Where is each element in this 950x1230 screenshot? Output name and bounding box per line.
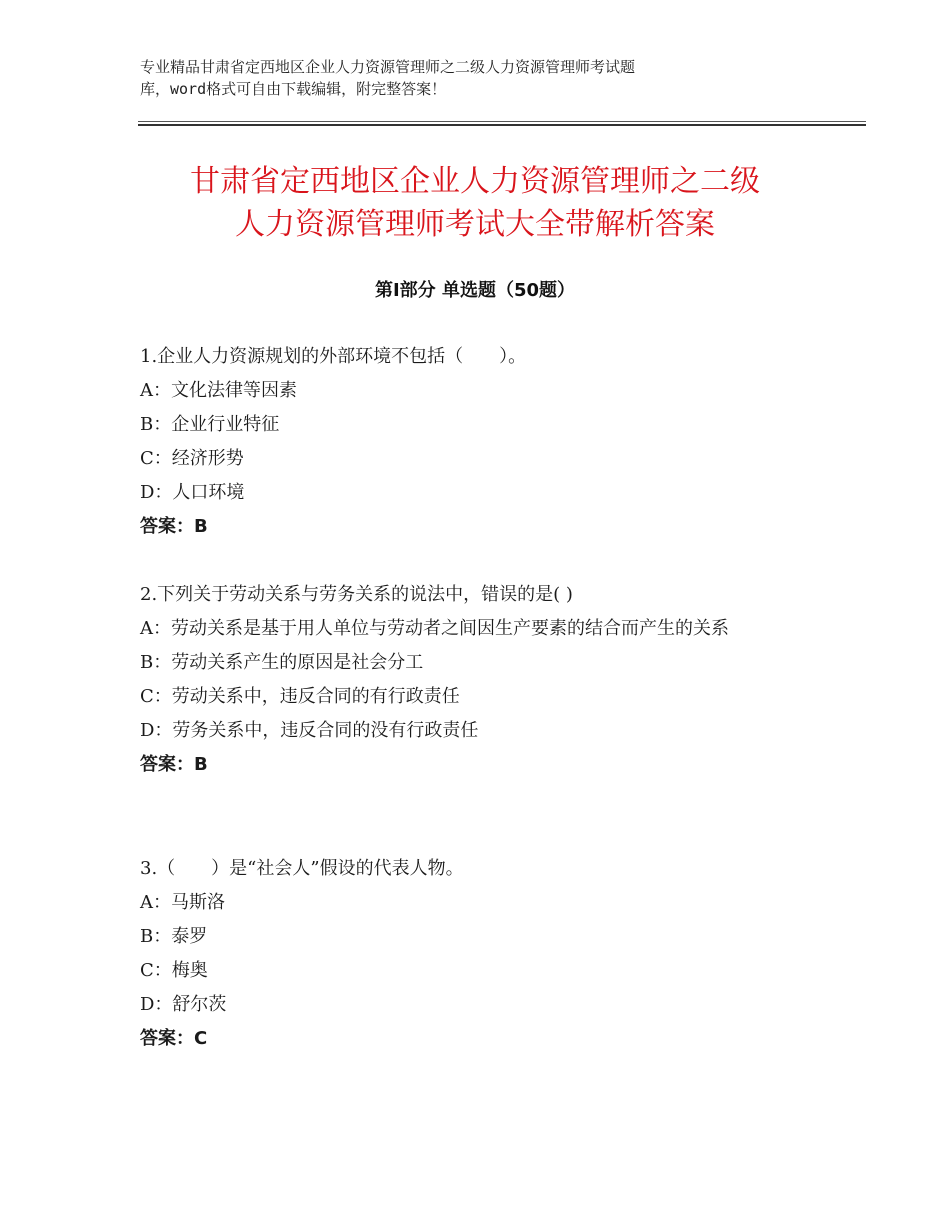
document-title-line-1: 甘肃省定西地区企业人力资源管理师之二级: [190, 164, 760, 199]
document-title: [0, 160, 950, 246]
option-a: A：马斯洛: [140, 892, 225, 913]
answer: 答案：C: [140, 1028, 208, 1049]
question-1: [140, 340, 820, 544]
header-note-line-2: 库，word格式可自由下载编辑，附完整答案！: [140, 80, 447, 98]
option-d: D：劳务关系中，违反合同的没有行政责任: [140, 720, 479, 741]
option-d: D：人口环境: [140, 482, 245, 503]
answer: 答案：B: [140, 754, 208, 775]
section-title: 第Ⅰ部分 单选题（50题）: [374, 280, 575, 301]
option-a: A：劳动关系是基于用人单位与劳动者之间因生产要素的结合而产生的关系: [140, 618, 729, 639]
option-a: A：文化法律等因素: [140, 380, 297, 401]
question-stem: 1.企业人力资源规划的外部环境不包括（ ）。: [140, 346, 527, 367]
option-c: C：经济形势: [140, 448, 244, 469]
question-stem: 3.（ ）是“社会人”假设的代表人物。: [140, 858, 464, 879]
question-3: [140, 852, 820, 1056]
header-note: [140, 56, 780, 100]
header-divider-thin: [138, 121, 866, 122]
question-stem: 2.下列关于劳动关系与劳务关系的说法中，错误的是( ): [140, 584, 573, 605]
option-b: B：企业行业特征: [140, 414, 280, 435]
answer: 答案：B: [140, 516, 208, 537]
option-b: B：泰罗: [140, 926, 208, 947]
document-title-line-2: 人力资源管理师考试大全带解析答案: [235, 207, 715, 242]
option-b: B：劳动关系产生的原因是社会分工: [140, 652, 424, 673]
question-2: [140, 578, 820, 782]
header-divider-thick: [138, 124, 866, 126]
header-note-line-1: 专业精品甘肃省定西地区企业人力资源管理师之二级人力资源管理师考试题: [140, 58, 636, 76]
option-d: D：舒尔茨: [140, 994, 227, 1015]
option-c: C：梅奥: [140, 960, 208, 981]
option-c: C：劳动关系中，违反合同的有行政责任: [140, 686, 460, 707]
